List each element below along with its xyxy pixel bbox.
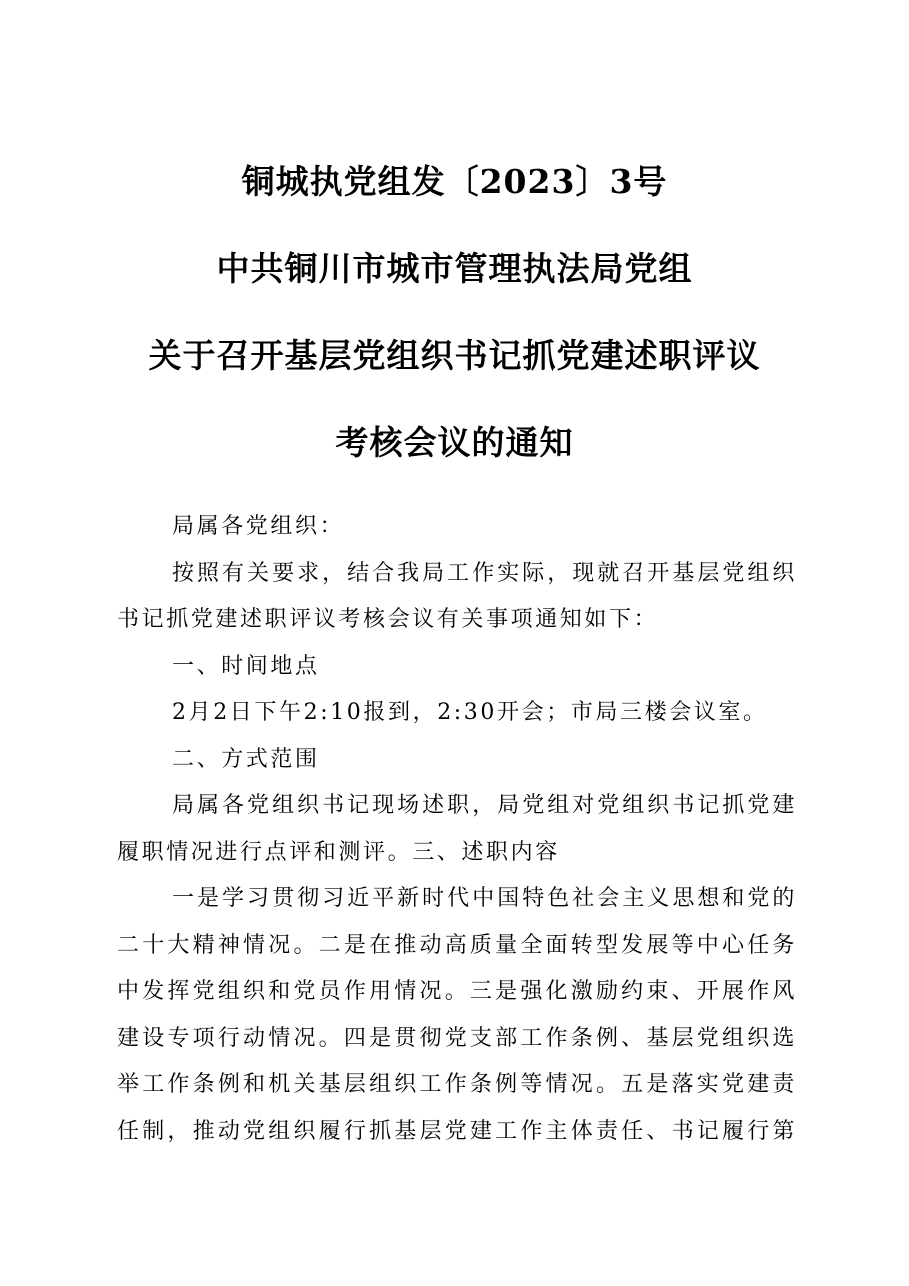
intro-line-1: 按照有关要求，结合我局工作实际，现就召开基层党组织 bbox=[172, 560, 797, 586]
section-3-line: 建设专项行动情况。四是贯彻党支部工作条例、基层党组织选 bbox=[117, 1025, 797, 1051]
section-3-line: 举工作条例和机关基层组织工作条例等情况。五是落实党建责 bbox=[117, 1072, 797, 1097]
section-3-line: 一是学习贯彻习近平新时代中国特色社会主义思想和党的 bbox=[172, 886, 797, 911]
notice-title-line-1: 关于召开基层党组织书记抓党建述职评议 bbox=[148, 336, 761, 375]
document-number: 铜城执党组发〔2023〕3号 bbox=[241, 162, 668, 201]
section-2-line-1: 局属各党组织书记现场述职，局党组对党组织书记抓党建 bbox=[172, 793, 797, 818]
document-header bbox=[0, 160, 909, 508]
issuer-title: 中共铜川市城市管理执法局党组 bbox=[216, 249, 693, 288]
section-2-line-2: 履职情况进行点评和测评。三、述职内容 bbox=[117, 839, 560, 865]
section-1-heading: 一、时间地点 bbox=[172, 653, 320, 679]
salutation: 局属各党组织： bbox=[172, 514, 345, 539]
intro-line-2: 书记抓党建述职评议考核会议有关事项通知如下： bbox=[117, 607, 659, 632]
section-3-line: 二十大精神情况。二是在推动高质量全面转型发展等中心任务 bbox=[117, 932, 797, 958]
section-1-text: 2月2日下午2:10报到，2:30开会；市局三楼会议室。 bbox=[172, 700, 768, 725]
section-3-line: 任制，推动党组织履行抓基层党建工作主体责任、书记履行第 bbox=[117, 1118, 797, 1144]
section-2-heading: 二、方式范围 bbox=[172, 746, 320, 772]
document-body bbox=[117, 504, 797, 1155]
notice-title-line-2: 考核会议的通知 bbox=[335, 423, 574, 462]
section-3-line: 中发挥党组织和党员作用情况。三是强化激励约束、开展作风 bbox=[117, 979, 797, 1004]
